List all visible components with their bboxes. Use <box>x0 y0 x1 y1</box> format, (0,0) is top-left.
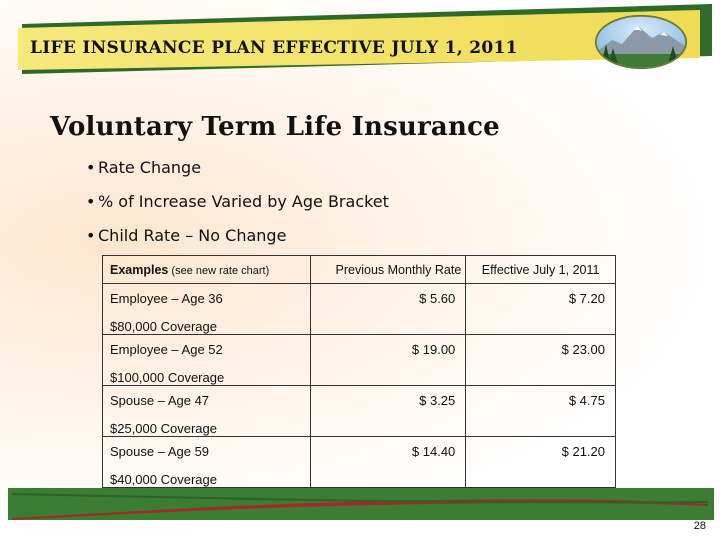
effective-rate-cell: $ 23.00 <box>466 335 616 386</box>
effective-rate-cell: $ 7.20 <box>466 284 616 335</box>
bullet-item: • Child Rate – No Change <box>86 224 389 258</box>
previous-rate-cell: $ 14.40 <box>310 437 466 488</box>
bullet-item: • Rate Change <box>86 156 389 190</box>
bullet-icon: • <box>86 192 96 211</box>
table-row <box>103 284 616 335</box>
page-number: 28 <box>693 520 706 532</box>
table-row <box>103 437 616 488</box>
effective-rate-cell: $ 21.20 <box>466 437 616 488</box>
previous-rate-cell: $ 3.25 <box>310 386 466 437</box>
example-cell: Employee – Age 36 $80,000 Coverage <box>103 284 311 335</box>
column-header-previous-rate: Previous Monthly Rate <box>310 256 466 284</box>
bullet-list <box>86 156 389 258</box>
bullet-item: • % of Increase Varied by Age Bracket <box>86 190 389 224</box>
table-row <box>103 386 616 437</box>
effective-rate-cell: $ 4.75 <box>466 386 616 437</box>
bullet-icon: • <box>86 226 96 245</box>
table-header-row <box>103 256 616 284</box>
footer-banner <box>8 488 714 520</box>
table-row <box>103 335 616 386</box>
example-cell: Employee – Age 52 $100,000 Coverage <box>103 335 311 386</box>
bullet-icon: • <box>86 158 96 177</box>
example-cell: Spouse – Age 47 $25,000 Coverage <box>103 386 311 437</box>
mountain-landscape-logo <box>594 14 688 70</box>
previous-rate-cell: $ 19.00 <box>310 335 466 386</box>
example-cell: Spouse – Age 59 $40,000 Coverage <box>103 437 311 488</box>
previous-rate-cell: $ 5.60 <box>310 284 466 335</box>
column-header-effective-rate: Effective July 1, 2011 <box>466 256 616 284</box>
column-header-examples: Examples (see new rate chart) <box>103 256 311 284</box>
header-title: LIFE INSURANCE PLAN EFFECTIVE JULY 1, 2011 <box>30 38 518 58</box>
page-title: Voluntary Term Life Insurance <box>50 112 500 142</box>
rate-examples-table <box>102 255 616 488</box>
